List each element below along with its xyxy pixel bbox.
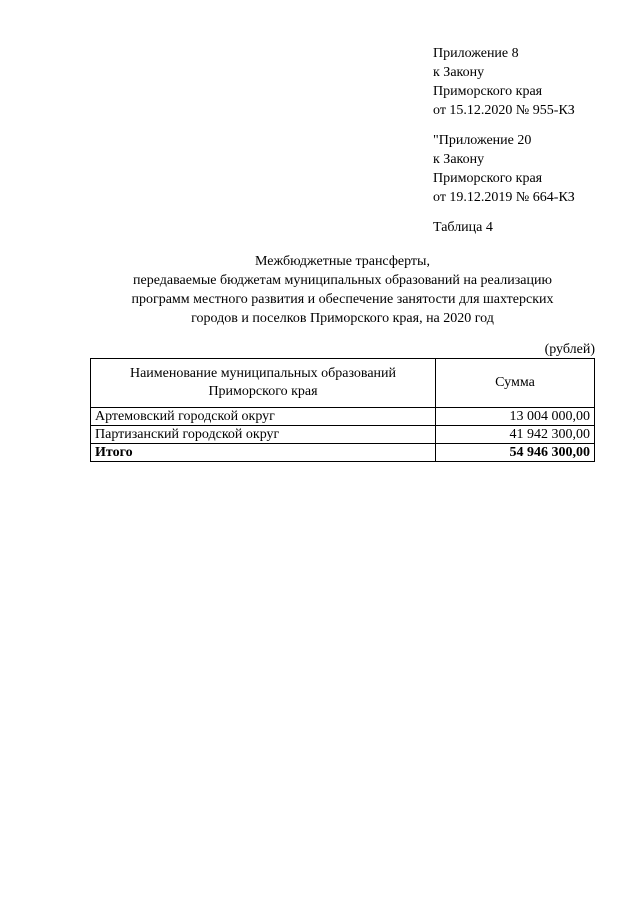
appendix-current-line-2: к Закону (433, 65, 485, 80)
appendix-original-block (433, 131, 575, 207)
transfers-table (90, 358, 595, 462)
title-line-3: программ местного развития и обеспечение занятости для шахтерских (131, 292, 554, 307)
document-title (90, 252, 595, 328)
unit-note: (рублей) (544, 342, 595, 357)
amount-cell: 41 942 300,00 (436, 426, 595, 444)
amount-cell: 13 004 000,00 (436, 408, 595, 426)
table-number-label: Таблица 4 (433, 220, 493, 235)
title-line-1: Межбюджетные трансферты, (255, 254, 430, 269)
appendix-original-line-3: Приморского края (433, 171, 543, 186)
title-line-4: городов и поселков Приморского края, на 2020 год (191, 311, 494, 326)
appendix-current-line-3: Приморского края (433, 84, 543, 99)
table-row (91, 426, 595, 444)
appendix-original-line-1: "Приложение 20 (433, 133, 532, 148)
appendix-current-line-1: Приложение 8 (433, 46, 519, 61)
table-row (91, 408, 595, 426)
total-row (91, 444, 595, 462)
header-municipality-name: Наименование муниципальных образований Приморского края (91, 359, 436, 408)
appendix-current-line-4: от 15.12.2020 № 955-КЗ (433, 103, 575, 118)
total-amount-cell: 54 946 300,00 (436, 444, 595, 462)
appendix-current-block (433, 44, 575, 120)
title-line-2: передаваемые бюджетам муниципальных образований на реализацию (133, 273, 552, 288)
table-header-row (91, 359, 595, 408)
municipality-name-cell: Партизанский городской округ (91, 426, 436, 444)
appendix-original-line-4: от 19.12.2019 № 664-КЗ (433, 190, 575, 205)
municipality-name-cell: Артемовский городской округ (91, 408, 436, 426)
appendix-original-line-2: к Закону (433, 152, 485, 167)
header-amount: Сумма (436, 359, 595, 408)
total-label-cell: Итого (91, 444, 436, 462)
